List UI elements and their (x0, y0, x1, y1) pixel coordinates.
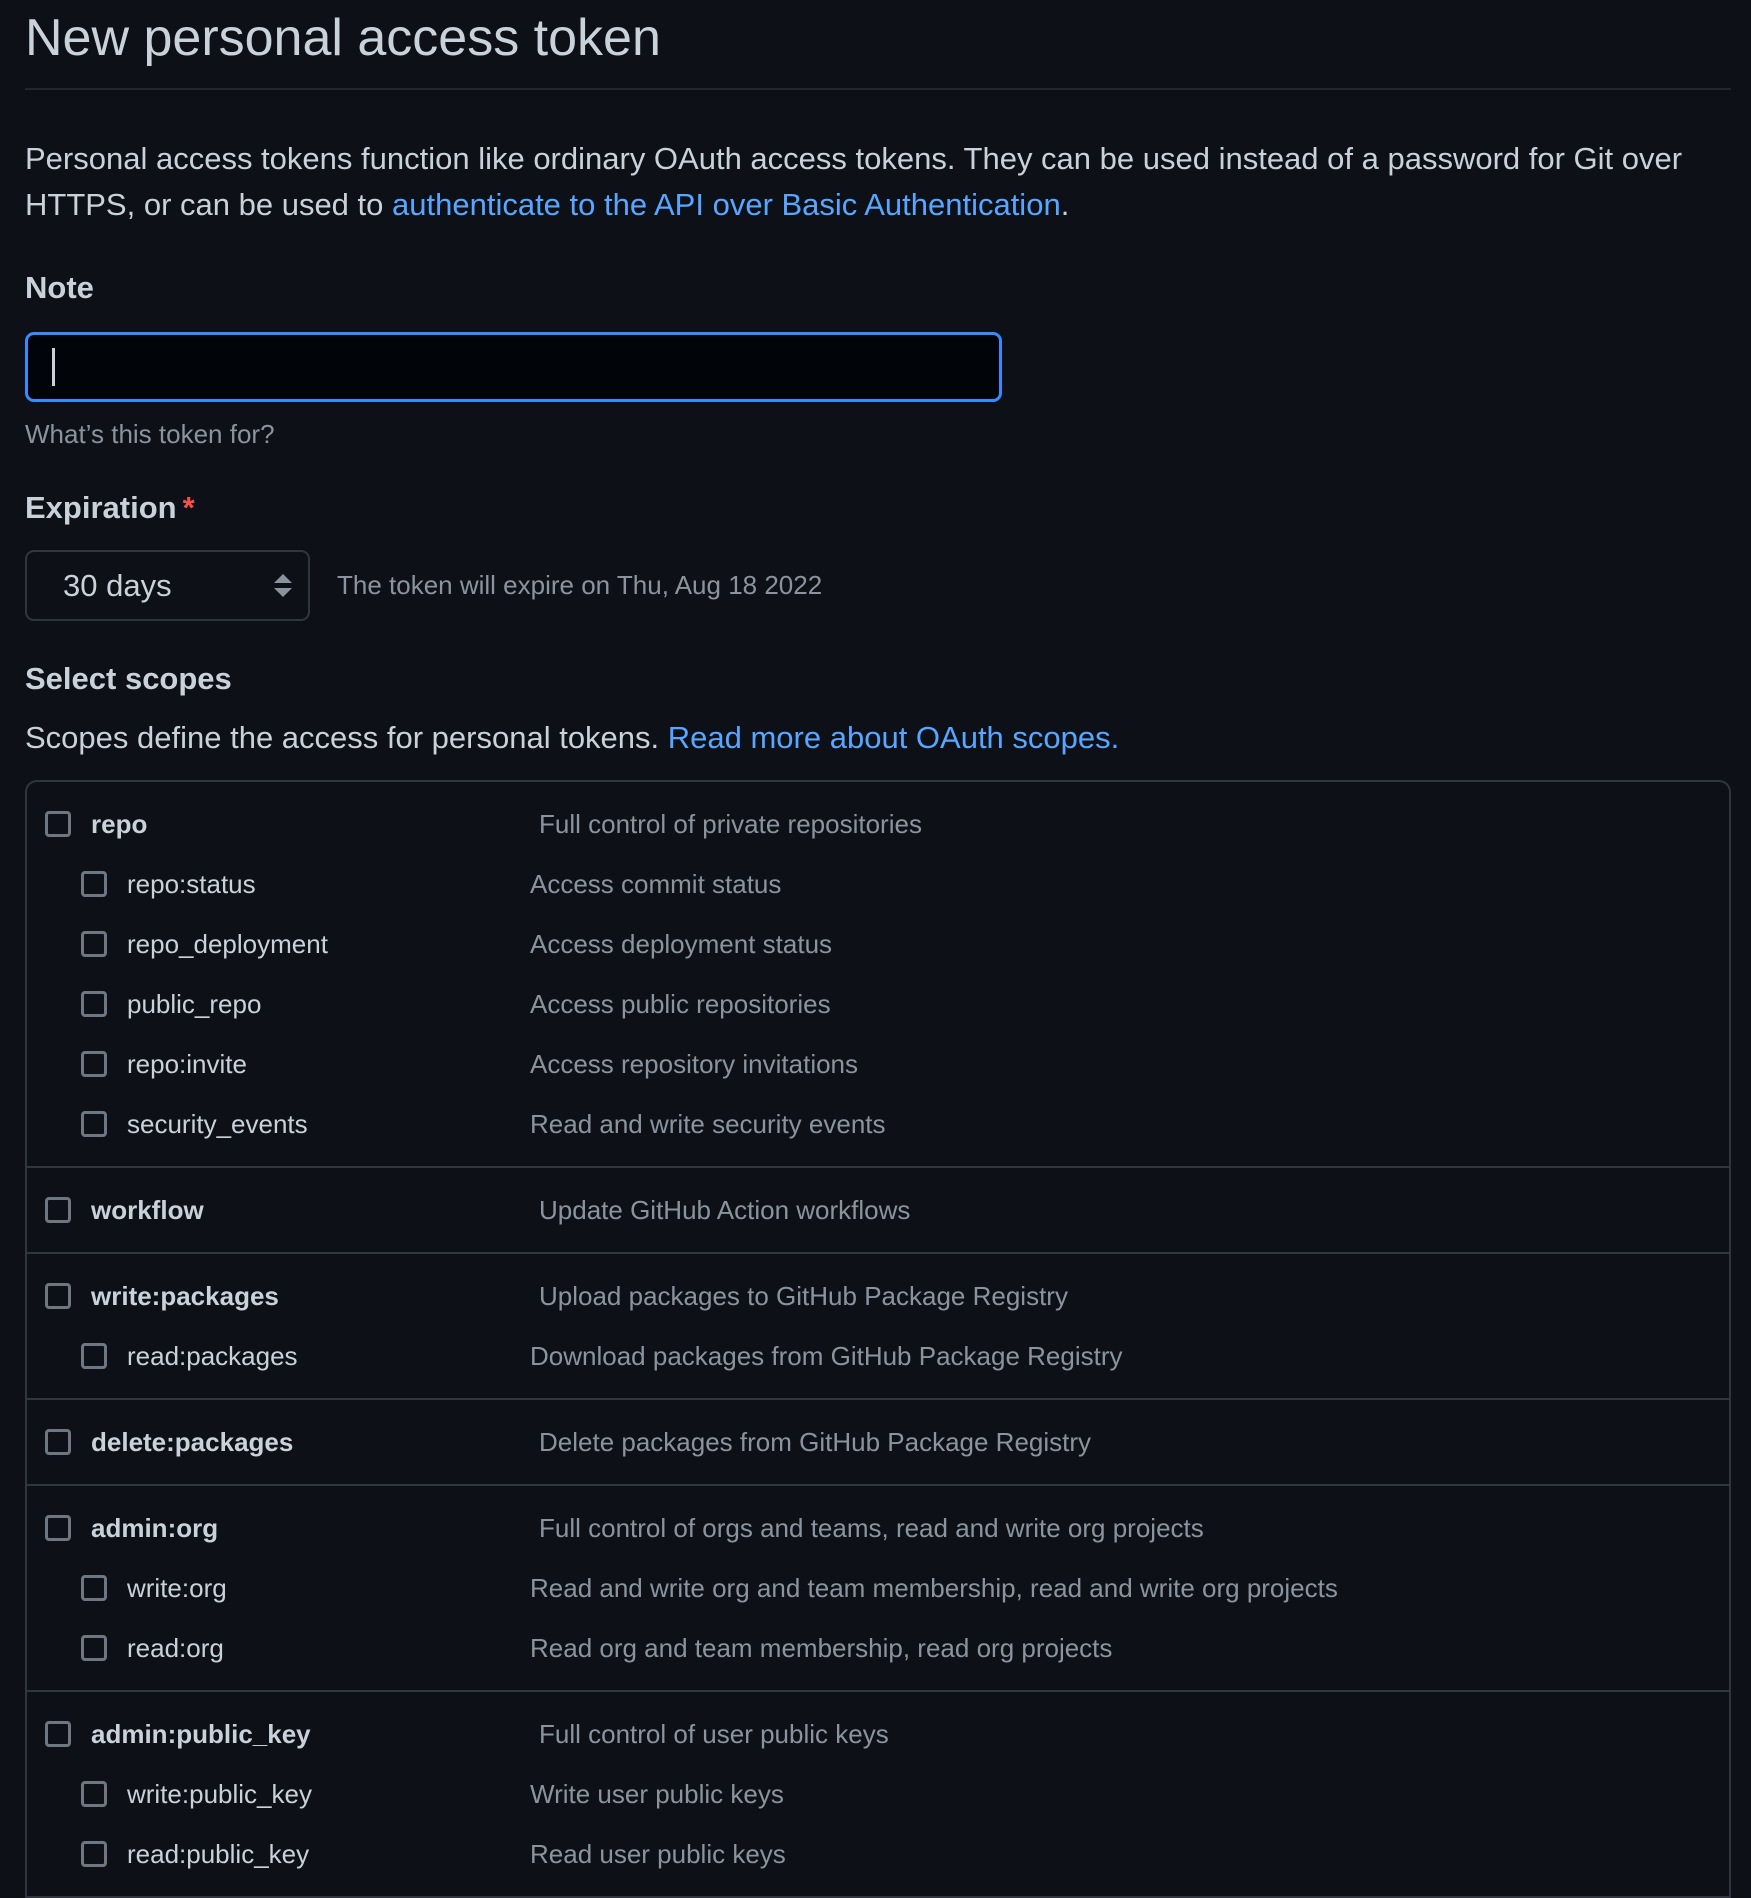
scope-name: read:org (127, 1632, 224, 1663)
expiration-row (25, 550, 1731, 621)
scope-row-repo-invite (27, 1034, 1729, 1094)
scope-description: Full control of user public keys (539, 1718, 889, 1749)
scope-checkbox-write-packages[interactable] (45, 1283, 71, 1309)
expiration-label (25, 488, 1731, 528)
scope-name: repo (91, 808, 148, 839)
scope-checkbox-write-public-key[interactable] (81, 1781, 107, 1807)
scopes-description-text: Scopes define the access for personal tokens. (25, 720, 668, 755)
scope-name: repo:status (127, 868, 256, 899)
scope-checkbox-security-events[interactable] (81, 1111, 107, 1137)
scope-name: delete:packages (91, 1426, 294, 1457)
page-title: New personal access token (25, 0, 1731, 90)
scope-row-write-packages (27, 1266, 1729, 1326)
expiration-selected-value: 30 days (63, 567, 172, 603)
expiration-note: The token will expire on Thu, Aug 18 2022 (337, 570, 823, 600)
scope-row-read-org (27, 1618, 1729, 1678)
oauth-scopes-link[interactable]: Read more about OAuth scopes. (667, 720, 1120, 755)
scope-row-write-public-key (27, 1764, 1729, 1824)
scope-name: admin:public_key (91, 1718, 311, 1749)
scope-row-repo (27, 794, 1729, 854)
scope-group-admin-public-key (27, 1692, 1729, 1898)
scope-checkbox-repo-status[interactable] (81, 871, 107, 897)
scope-description: Full control of private repositories (539, 808, 922, 839)
scope-description: Full control of orgs and teams, read and write org projects (539, 1512, 1204, 1543)
scope-row-read-public-key (27, 1824, 1729, 1884)
scope-checkbox-repo[interactable] (45, 811, 71, 837)
scope-group-workflow (27, 1168, 1729, 1254)
intro-paragraph (25, 136, 1731, 228)
note-help-text: What’s this token for? (25, 419, 275, 449)
scope-name: repo_deployment (127, 928, 328, 959)
scope-description: Update GitHub Action workflows (539, 1194, 911, 1225)
scope-description: Write user public keys (530, 1778, 784, 1809)
scope-group-admin-org (27, 1486, 1729, 1692)
scope-group-delete-packages (27, 1400, 1729, 1486)
scope-group-write-packages (27, 1254, 1729, 1400)
scope-row-repo-status (27, 854, 1729, 914)
scope-row-admin-org (27, 1498, 1729, 1558)
scope-name: repo:invite (127, 1048, 247, 1079)
scope-checkbox-public-repo[interactable] (81, 991, 107, 1017)
expiration-select[interactable] (25, 550, 310, 621)
note-label: Note (25, 270, 94, 305)
scope-description: Read user public keys (530, 1838, 786, 1869)
scope-checkbox-repo-invite[interactable] (81, 1051, 107, 1077)
scope-description: Access commit status (530, 868, 782, 899)
scope-description: Upload packages to GitHub Package Registry (539, 1280, 1068, 1311)
text-caret (52, 348, 55, 386)
scope-name: write:packages (91, 1280, 279, 1311)
scope-name: security_events (127, 1108, 308, 1139)
scope-checkbox-write-org[interactable] (81, 1575, 107, 1601)
scopes-description (25, 718, 1731, 758)
required-marker: * (182, 490, 195, 525)
scope-name: public_repo (127, 988, 262, 1019)
scope-row-read-packages (27, 1326, 1729, 1386)
scope-description: Delete packages from GitHub Package Registry (539, 1426, 1092, 1457)
scope-checkbox-admin-org[interactable] (45, 1515, 71, 1541)
scope-checkbox-read-public-key[interactable] (81, 1841, 107, 1867)
scope-description: Access deployment status (530, 928, 833, 959)
scope-name: write:org (127, 1572, 227, 1603)
scope-row-security-events (27, 1094, 1729, 1154)
scope-name: read:public_key (127, 1838, 310, 1869)
scopes-list (25, 780, 1731, 1898)
intro-end: . (1060, 187, 1070, 222)
scope-row-public-repo (27, 974, 1729, 1034)
expiration-label-text: Expiration (25, 490, 177, 525)
scope-name: workflow (91, 1194, 204, 1225)
scope-row-delete-packages (27, 1412, 1729, 1472)
scope-checkbox-delete-packages[interactable] (45, 1429, 71, 1455)
scopes-label: Select scopes (25, 661, 232, 696)
scope-description: Access public repositories (530, 988, 831, 1019)
note-input[interactable] (25, 332, 1002, 402)
scope-name: write:public_key (127, 1778, 312, 1809)
scope-checkbox-read-org[interactable] (81, 1635, 107, 1661)
scope-checkbox-admin-public-key[interactable] (45, 1721, 71, 1747)
basic-auth-link[interactable]: authenticate to the API over Basic Authentication (392, 187, 1061, 222)
scope-checkbox-workflow[interactable] (45, 1197, 71, 1223)
scope-description: Read and write org and team membership, read and write org projects (530, 1572, 1338, 1603)
select-arrows-icon (274, 574, 292, 597)
scope-description: Access repository invitations (530, 1048, 859, 1079)
scope-name: admin:org (91, 1512, 219, 1543)
scope-name: read:packages (127, 1340, 298, 1371)
scope-group-repo (27, 782, 1729, 1168)
scope-row-repo-deployment (27, 914, 1729, 974)
scope-checkbox-repo-deployment[interactable] (81, 931, 107, 957)
page-container (25, 0, 1731, 1898)
scope-checkbox-read-packages[interactable] (81, 1343, 107, 1369)
scope-row-admin-public-key (27, 1704, 1729, 1764)
scope-row-write-org (27, 1558, 1729, 1618)
intro-text: Personal access tokens function like ordinary OAuth access tokens. They can be used instead of a password for Git over HTTPS, or can be used to (25, 141, 1683, 222)
scope-description: Read org and team membership, read org projects (530, 1632, 1113, 1663)
scope-row-workflow (27, 1180, 1729, 1240)
scope-description: Read and write security events (530, 1108, 886, 1139)
scope-description: Download packages from GitHub Package Registry (530, 1340, 1123, 1371)
